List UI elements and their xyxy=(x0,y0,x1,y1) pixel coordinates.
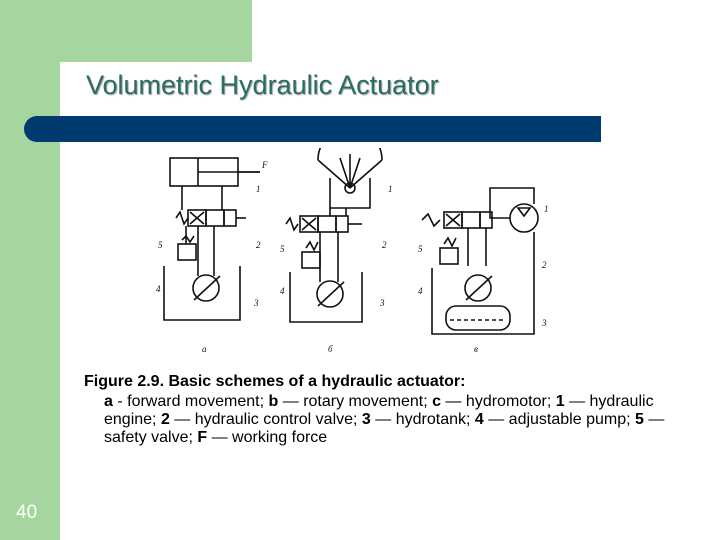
hydraulic-schemes-figure xyxy=(150,148,552,358)
caption-text-a: - forward movement; xyxy=(112,393,269,410)
caption-text-5: — safety valve; xyxy=(104,411,665,446)
label-3-a: 3 xyxy=(254,298,259,308)
label-1-a: 1 xyxy=(256,184,261,194)
figure-caption xyxy=(84,373,684,447)
caption-key-2: 2 xyxy=(160,411,170,428)
caption-key-F: F xyxy=(197,429,208,446)
label-2-b: 2 xyxy=(382,240,387,250)
scheme-label-b: б xyxy=(328,344,333,354)
caption-text-F: — working force xyxy=(207,429,328,446)
title-underline-bar xyxy=(24,116,601,142)
caption-heading: Figure 2.9. Basic schemes of a hydraulic actuator: xyxy=(84,373,466,390)
caption-key-b: b xyxy=(268,393,279,410)
slide-title: Volumetric Hydraulic Actuator xyxy=(86,70,439,100)
left-green-bar xyxy=(0,0,60,540)
caption-key-1: 1 xyxy=(555,393,565,410)
page-number: 40 xyxy=(16,502,38,523)
label-4-a: 4 xyxy=(156,284,161,294)
label-4-c: 4 xyxy=(418,286,423,296)
label-2-a: 2 xyxy=(256,240,261,250)
label-5-b: 5 xyxy=(280,244,285,254)
caption-body xyxy=(84,391,684,447)
label-5-c: 5 xyxy=(418,244,423,254)
caption-key-a: a xyxy=(104,393,113,410)
label-5-a: 5 xyxy=(158,240,163,250)
caption-text-3: — hydrotank; xyxy=(370,411,475,428)
caption-text-2: — hydraulic control valve; xyxy=(169,411,362,428)
scheme-b xyxy=(286,148,382,322)
label-F: F xyxy=(262,160,268,170)
label-1-b: 1 xyxy=(388,184,393,194)
label-4-b: 4 xyxy=(280,286,285,296)
scheme-a xyxy=(164,158,260,320)
label-2-c: 2 xyxy=(542,260,547,270)
caption-key-4: 4 xyxy=(474,411,484,428)
caption-key-3: 3 xyxy=(361,411,371,428)
caption-text-b: — rotary movement; xyxy=(278,393,433,410)
caption-key-c: c xyxy=(432,393,442,410)
caption-text-4: — adjustable pump; xyxy=(483,411,635,428)
top-green-block xyxy=(60,0,252,62)
label-3-c: 3 xyxy=(542,318,547,328)
label-1-c: 1 xyxy=(544,204,549,214)
label-3-b: 3 xyxy=(380,298,385,308)
scheme-label-c: в xyxy=(474,344,478,354)
caption-text-1: — hydraulic engine; xyxy=(104,393,654,428)
caption-key-5: 5 xyxy=(634,411,644,428)
hydrotank xyxy=(446,306,510,330)
caption-text-c: — hydromotor; xyxy=(441,393,556,410)
scheme-label-a: а xyxy=(202,344,207,354)
scheme-c xyxy=(422,188,538,334)
